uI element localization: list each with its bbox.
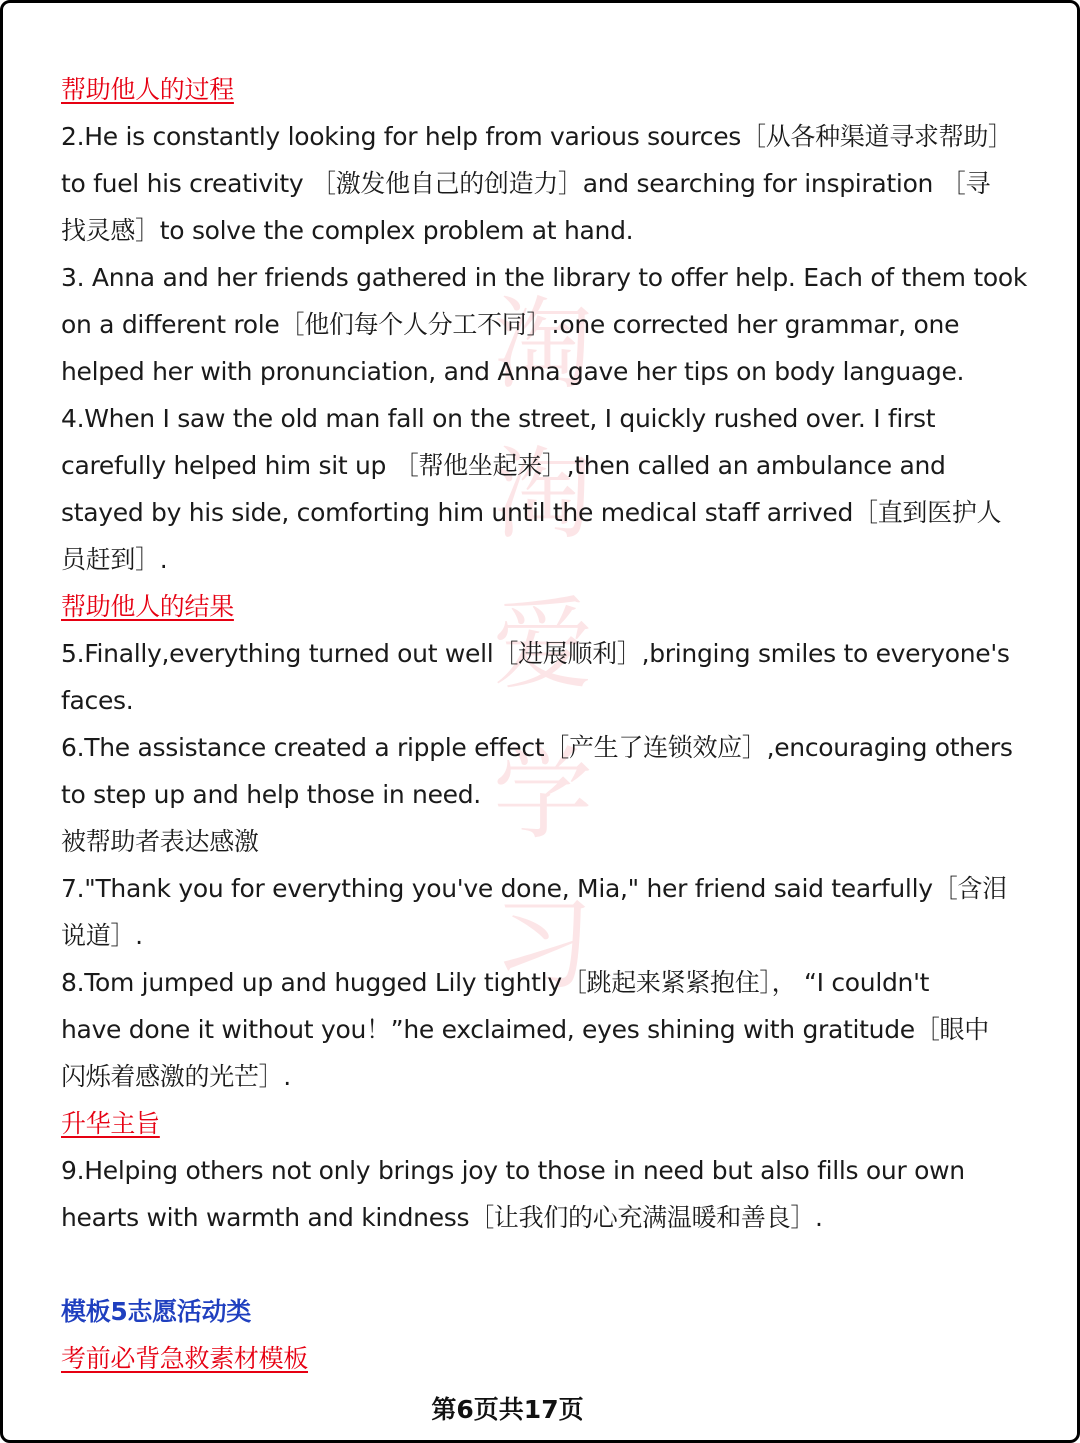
section-heading-process: 帮助他人的过程 — [61, 75, 234, 104]
watermark-char: 学 — [493, 736, 593, 853]
text-line: on a different role［他们每个人分工不同］:one corrected her grammar, one — [61, 310, 960, 339]
text-line: 找灵感］to solve the complex problem at hand. — [61, 216, 634, 245]
section-heading-result: 帮助他人的结果 — [61, 592, 234, 621]
text-line: helped her with pronunciation, and Anna gave her tips on body language. — [61, 357, 965, 386]
text-line: 员赶到］. — [61, 545, 168, 574]
text-line: 6.The assistance created a ripple effect［产生了连锁效应］,encouraging others — [61, 733, 1013, 762]
text-line: to step up and help those in need. — [61, 780, 481, 809]
text-line: have done it without you！”he exclaimed, eyes shining with gratitude［眼中 — [61, 1015, 989, 1044]
text-line: 2.He is constantly looking for help from various sources［从各种渠道寻求帮助］ — [61, 122, 1013, 151]
subheading-gratitude: 被帮助者表达感激 — [61, 827, 259, 856]
document-body — [61, 66, 1027, 1382]
watermark-char: 爱 — [493, 586, 593, 703]
section-heading-theme: 升华主旨 — [61, 1109, 160, 1138]
watermark-char: 淘 — [493, 286, 593, 403]
text-line: 4.When I saw the old man fall on the street, I quickly rushed over. I first — [61, 404, 936, 433]
text-line: 5.Finally,everything turned out well［进展顺利］,bringing smiles to everyone's — [61, 639, 1010, 668]
text-line: faces. — [61, 686, 134, 715]
blank-line — [61, 1241, 1021, 1288]
text-line: stayed by his side, comforting him until the medical staff arrived［直到医护人 — [61, 498, 1002, 527]
template-title: 模板5志愿活动类 — [61, 1297, 251, 1326]
text-line: 8.Tom jumped up and hugged Lily tightly［跳起来紧紧抱住］， “I couldn't — [61, 968, 930, 997]
text-line: carefully helped him sit up ［帮他坐起来］,then called an ambulance and — [61, 451, 946, 480]
text-line: 闪烁着感激的光芒］. — [61, 1062, 291, 1091]
text-line: 9.Helping others not only brings joy to those in need but also fills our own — [61, 1156, 965, 1185]
text-line: 7."Thank you for everything you've done, Mia," her friend said tearfully［含泪 — [61, 874, 1007, 903]
watermark-char: 习 — [493, 886, 593, 1003]
text-line: to fuel his creativity ［激发他自己的创造力］and searching for inspiration ［寻 — [61, 169, 991, 198]
page-number: 第6页共17页 — [431, 1395, 584, 1424]
text-line: hearts with warmth and kindness［让我们的心充满温暖和善良］. — [61, 1203, 823, 1232]
text-line: 3. Anna and her friends gathered in the library to offer help. Each of them took — [61, 263, 1027, 292]
section-heading-first-aid: 考前必背急救素材模板 — [61, 1344, 309, 1373]
text-line: 说道］. — [61, 921, 143, 950]
watermark-char: 淘 — [493, 436, 593, 553]
